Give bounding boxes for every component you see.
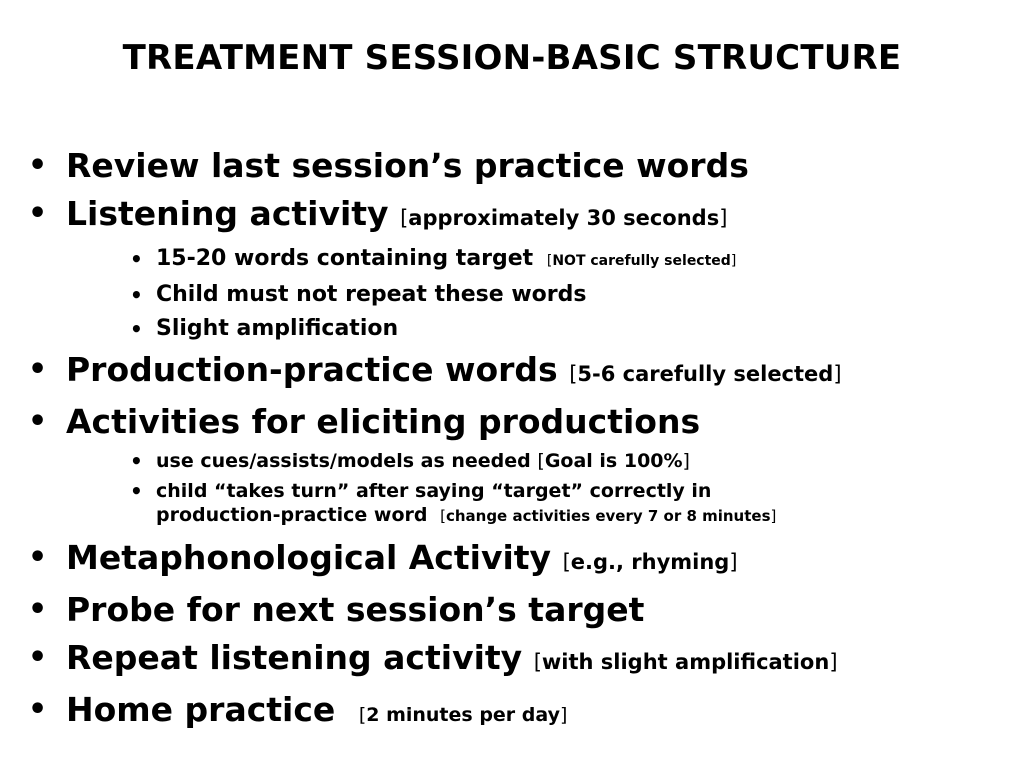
bullet-text: Repeat listening activity: [66, 638, 523, 677]
subbullet-words-containing-target: [28, 242, 1008, 278]
bullet-marker: •: [28, 540, 48, 575]
bullet-marker: •: [28, 640, 48, 675]
bullet-note: [Goal is 100%]: [537, 450, 690, 472]
bullet-text: Listening activity: [66, 194, 389, 233]
bullet-note: [NOT carefully selected]: [546, 253, 737, 269]
bullet-marker: •: [28, 352, 48, 387]
bullet-text: 15-20 words containing target: [156, 246, 534, 271]
bullet-text: Production-practice words: [66, 350, 558, 389]
bullet-text: Metaphonological Activity: [66, 538, 552, 577]
bullet-note: [e.g., rhyming]: [562, 550, 738, 574]
slide-title: TREATMENT SESSION-BASIC STRUCTURE: [122, 38, 902, 78]
bullet-marker: •: [28, 404, 48, 439]
bullet-note: [with slight amplification]: [533, 650, 838, 674]
subbullet-takes-turn: [28, 476, 1008, 534]
bullet-review-words: [28, 142, 1008, 190]
bullet-note: [2 minutes per day]: [358, 704, 568, 726]
bullet-text-line2: production-practice word: [156, 504, 428, 526]
bullet-eliciting-activities: [28, 398, 1008, 446]
subbullet-child-must-not-repeat: [28, 278, 1008, 312]
bullet-metaphonological: [28, 534, 1008, 586]
bullet-text: Home practice: [66, 690, 336, 729]
bullet-marker: •: [28, 592, 48, 627]
bullet-production-practice: [28, 346, 1008, 398]
bullet-marker: •: [28, 692, 48, 727]
subbullet-use-cues: [28, 446, 1008, 476]
bullet-marker: •: [28, 148, 48, 183]
bullet-text: use cues/assists/models as needed: [156, 450, 531, 472]
bullet-marker: •: [130, 247, 143, 271]
bullet-marker: •: [130, 449, 143, 473]
bullet-list: [28, 142, 1008, 739]
emphasis-not: not: [296, 282, 338, 307]
bullet-text: Activities for eliciting productions: [66, 402, 701, 441]
bullet-note: [change activities every 7 or 8 minutes]: [440, 507, 777, 525]
bullet-text-line1: child “takes turn” after saying “target” correctly in: [156, 480, 712, 502]
bullet-repeat-listening: [28, 634, 1008, 686]
bullet-note: [5-6 carefully selected]: [569, 362, 842, 386]
bullet-marker: •: [28, 196, 48, 231]
bullet-note: [approximately 30 seconds]: [400, 206, 728, 230]
bullet-text: Child must not repeat these words: [156, 282, 587, 307]
bullet-listening-activity: [28, 190, 1008, 242]
bullet-probe-target: [28, 586, 1008, 634]
bullet-text: Review last session’s practice words: [66, 146, 749, 185]
bullet-marker: •: [130, 317, 143, 341]
bullet-marker: •: [130, 479, 143, 503]
subbullet-slight-amplification: [28, 312, 1008, 346]
bullet-text: Probe for next session’s target: [66, 590, 645, 629]
bullet-marker: •: [130, 283, 143, 307]
bullet-text: Slight amplification: [156, 316, 399, 341]
bullet-home-practice: [28, 686, 1008, 739]
